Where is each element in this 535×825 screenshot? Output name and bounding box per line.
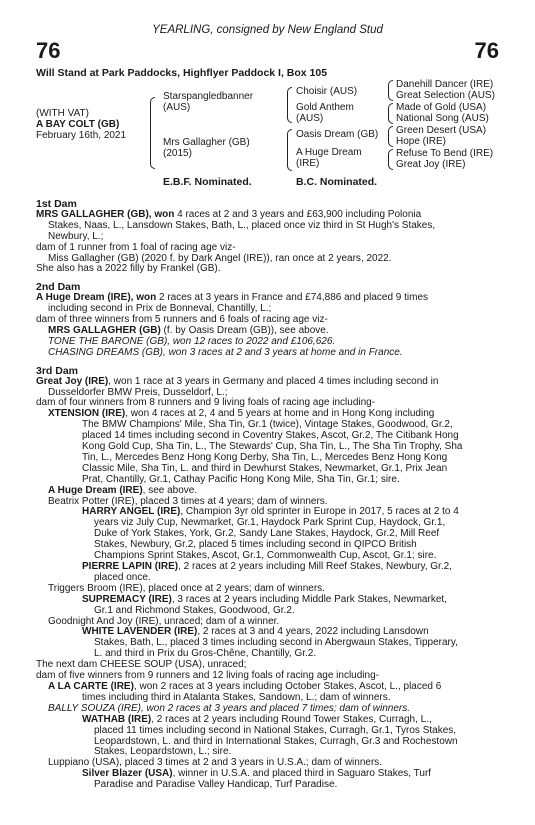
text-span: (f. by Oasis Dream (GB)), see above. — [160, 324, 329, 336]
third-dam-line: Stakes, Leopardstown, L.; sire. — [94, 746, 232, 758]
text-span: 4 races at 2 and 3 years and £63,900 including Polonia — [174, 208, 422, 220]
sire-dam-country: (AUS) — [296, 113, 324, 124]
third-dam-lines — [36, 377, 498, 791]
third-dam-line: SUPREMACY (IRE), 3 races at 2 years including Middle Park Stakes, Newmarket, — [82, 593, 447, 605]
third-dam-line: PIERRE LAPIN (IRE), 2 races at 2 years including Mill Reef Stakes, Newbury, Gr.2, — [82, 561, 452, 572]
sire-name: Starspangledbanner — [163, 91, 254, 102]
text-line: CHASING DREAMS (GB), won 3 races at 2 and 3 years at home and in France. — [48, 346, 403, 358]
pedigree-brace — [150, 97, 155, 169]
dam-year: (2015) — [163, 148, 192, 159]
third-dam-line: placed 14 times including second in Coventry Stakes, Ascot, Gr.2, The Citibank Hong — [82, 430, 459, 442]
consignment-line: YEARLING, consigned by New England Stud — [152, 24, 383, 36]
third-dam-line: Prat, Chantilly, Gr.1, Cathay Pacific Hong Kong Mile, Sha Tin, Gr.1; sire. — [82, 473, 400, 485]
third-dam-line: Silver Blazer (USA), winner in U.S.A. and placed third in Saguaro Stakes, Turf — [82, 768, 432, 780]
third-dam-line: Luppiano (USA), placed 3 times at 2 and 3 years in U.S.A.; dam of winners. — [48, 757, 383, 769]
third-dam-line: Tin, L., Mercedes Benz Hong Kong Derby, Sha Tin, L., Mercedes Benz Hong Kong — [82, 451, 448, 463]
pedigree-brace — [287, 129, 292, 171]
third-dam-line: Paradise and Paradise Valley Handicap, Turf Paradise. — [94, 779, 338, 791]
dam-sire: Oasis Dream (GB) — [296, 129, 379, 140]
second-dam-heading: 2nd Dam — [36, 281, 81, 294]
text-span: 2 races at 3 years in France and £74,886 and placed 9 times — [156, 292, 429, 304]
g3-name: National Song (AUS) — [396, 113, 489, 124]
bc-nomination: B.C. Nominated. — [296, 176, 378, 188]
third-dam-line: times including third in Atalanta Stakes, Sandown, L.; dam of winners. — [82, 691, 391, 703]
third-dam-line: Gr.1 and Richmond Stakes, Goodwood, Gr.2. — [94, 604, 295, 616]
third-dam-line: Leopardstown, L. and third in International Stakes, Curragh, Gr.3 and Rochestown — [94, 735, 458, 747]
dam-dam: A Huge Dream — [296, 147, 362, 158]
lot-number-left: 76 — [36, 38, 61, 63]
text-line: dam of three winners from 5 runners and 6 foals of racing age viz- — [36, 314, 328, 326]
ebf-nomination: E.B.F. Nominated. — [163, 176, 252, 188]
third-dam-line: The BMW Champions' Mile, Sha Tin, Gr.1 (twice), Vintage Stakes, Goodwood, Gr.2, — [82, 419, 453, 431]
third-dam-line: Great Joy (IRE), won 1 race at 3 years in Germany and placed 4 times including second in — [36, 375, 439, 387]
dam-name: Mrs Gallagher (GB) — [163, 137, 250, 148]
runner-bold: MRS GALLAGHER (GB) — [48, 324, 161, 336]
third-dam-line: Stakes, Newbury, Gr.2, placed 5 times including second in QIPCO British — [94, 539, 417, 551]
stand-location: Will Stand at Park Paddocks, Highflyer Paddock I, Box 105 — [36, 67, 328, 79]
third-dam-line: Goodnight And Joy (IRE), unraced; dam of a winner. — [48, 615, 280, 627]
third-dam-line: L. and third in Prix du Gros-Chêne, Chantilly, Gr.2. — [94, 648, 317, 660]
pedigree-brace — [287, 87, 292, 123]
g3-name: Danehill Dancer (IRE) — [396, 79, 494, 90]
third-dam-line: dam of five winners from 9 runners and 12 living foals of racing age including- — [36, 670, 379, 682]
lot-number-right: 76 — [474, 38, 499, 63]
sire-country: (AUS) — [163, 102, 191, 113]
first-dam-heading: 1st Dam — [36, 198, 77, 210]
third-dam-line: A LA CARTE (IRE), won 2 races at 3 years including October Stakes, Ascot, L., placed 6 — [48, 680, 442, 692]
third-dam-line: placed once. — [94, 571, 151, 583]
third-dam-line: Champions Sprint Stakes, Ascot, Gr.1, Commonwealth Cup, Ascot, Gr.1; sire. — [94, 550, 437, 562]
pedigree-notes — [36, 192, 498, 791]
third-dam-line: The next dam CHEESE SOUP (USA), unraced; — [36, 659, 247, 671]
third-dam-line: placed 11 times including second in National Stakes, Curragh, Gr.1, Tyros Stakes, — [94, 724, 457, 736]
text-line: Newbury, L.; — [48, 230, 104, 242]
third-dam-line: BALLY SOUZA (IRE), won 2 races at 3 years and placed 7 times; dam of winners. — [48, 702, 411, 714]
third-dam-line: Classic Mile, Sha Tin, L. and third in Dewhurst Stakes, Newmarket, Gr.1, Prix Jean — [82, 462, 448, 474]
third-dam-heading: 3rd Dam — [36, 364, 79, 377]
text-line: She also has a 2022 filly by Frankel (GB). — [36, 263, 221, 275]
pedigree-brace — [388, 103, 393, 124]
third-dam-line: Dusseldorfer BMW Preis, Dusseldorf, L.; — [48, 386, 228, 398]
g3-name: Made of Gold (USA) — [396, 102, 487, 113]
pedigree-brace — [388, 149, 393, 170]
pedigree-brace — [388, 126, 393, 147]
third-dam-line: Duke of York Stakes, York, Gr.2, Sandy Lane Stakes, Haydock, Gr.2, Mill Reef — [94, 528, 440, 540]
text-line: Stakes, Naas, L., Lansdown Stakes, Bath, L., placed once viz third in St Hugh's Stakes, — [48, 219, 436, 231]
horse-dob: February 16th, 2021 — [36, 130, 127, 141]
third-dam-line: Triggers Broom (IRE), placed once at 2 years; dam of winners. — [48, 582, 325, 594]
dam-dam-country: (IRE) — [296, 158, 320, 169]
third-dam-line: years viz July Cup, Newmarket, Gr.1, Haydock Park Sprint Cup, Haydock, Gr.1, — [94, 517, 446, 529]
third-dam-line: Beatrix Potter (IRE), placed 3 times at 4 years; dam of winners. — [48, 495, 328, 507]
third-dam-line: XTENSION (IRE), won 4 races at 2, 4 and 5 years at home and in Hong Kong including — [48, 408, 435, 420]
g3-name: Green Desert (USA) — [396, 125, 487, 136]
text-line: dam of 1 runner from 1 foal of racing age viz- — [36, 241, 236, 253]
vat-note: (WITH VAT) — [36, 108, 89, 119]
third-dam-line: dam of four winners from 8 runners and 9 living foals of racing age including- — [36, 397, 376, 409]
g3-name: Great Selection (AUS) — [396, 90, 495, 101]
third-dam-line: Kong Gold Cup, Sha Tin, L., The Stewards' Cup, Sha Tin, L., The Sha Tin Trophy, Sha — [82, 441, 463, 453]
third-dam-line: WHITE LAVENDER (IRE), 2 races at 3 and 4 years, 2022 including Lansdown — [82, 626, 429, 638]
dam-name-bold: A Huge Dream (IRE), won — [36, 292, 157, 304]
sire-dam: Gold Anthem — [296, 102, 354, 113]
text-line: Miss Gallagher (GB) (2020 f. by Dark Angel (IRE)), ran once at 2 years, 2022. — [48, 252, 392, 264]
third-dam-line: WATHAB (IRE), 2 races at 2 years including Round Tower Stakes, Curragh, L., — [82, 713, 432, 725]
text-line: TONE THE BARONE (GB), won 12 races to 2022 and £106,626. — [48, 335, 336, 347]
sire-sire: Choisir (AUS) — [296, 86, 358, 97]
g3-name: Refuse To Bend (IRE) — [396, 148, 494, 159]
g3-name: Hope (IRE) — [396, 136, 447, 147]
g3-name: Great Joy (IRE) — [396, 159, 466, 170]
text-line: including second in Prix de Bonneval, Chantilly, L.; — [48, 303, 272, 315]
horse-name: A BAY COLT (GB) — [36, 119, 120, 130]
third-dam-line: HARRY ANGEL (IRE), Champion 3yr old sprinter in Europe in 2017, 5 races at 2 to 4 — [82, 506, 459, 518]
dam-name-bold: MRS GALLAGHER (GB), won — [36, 208, 175, 220]
pedigree-brace — [388, 80, 393, 101]
third-dam-line: A Huge Dream (IRE), see above. — [48, 484, 198, 496]
third-dam-line: Stakes, Bath, L., placed 3 times including second in Abergwaun Stakes, Tipperary, — [94, 637, 458, 649]
